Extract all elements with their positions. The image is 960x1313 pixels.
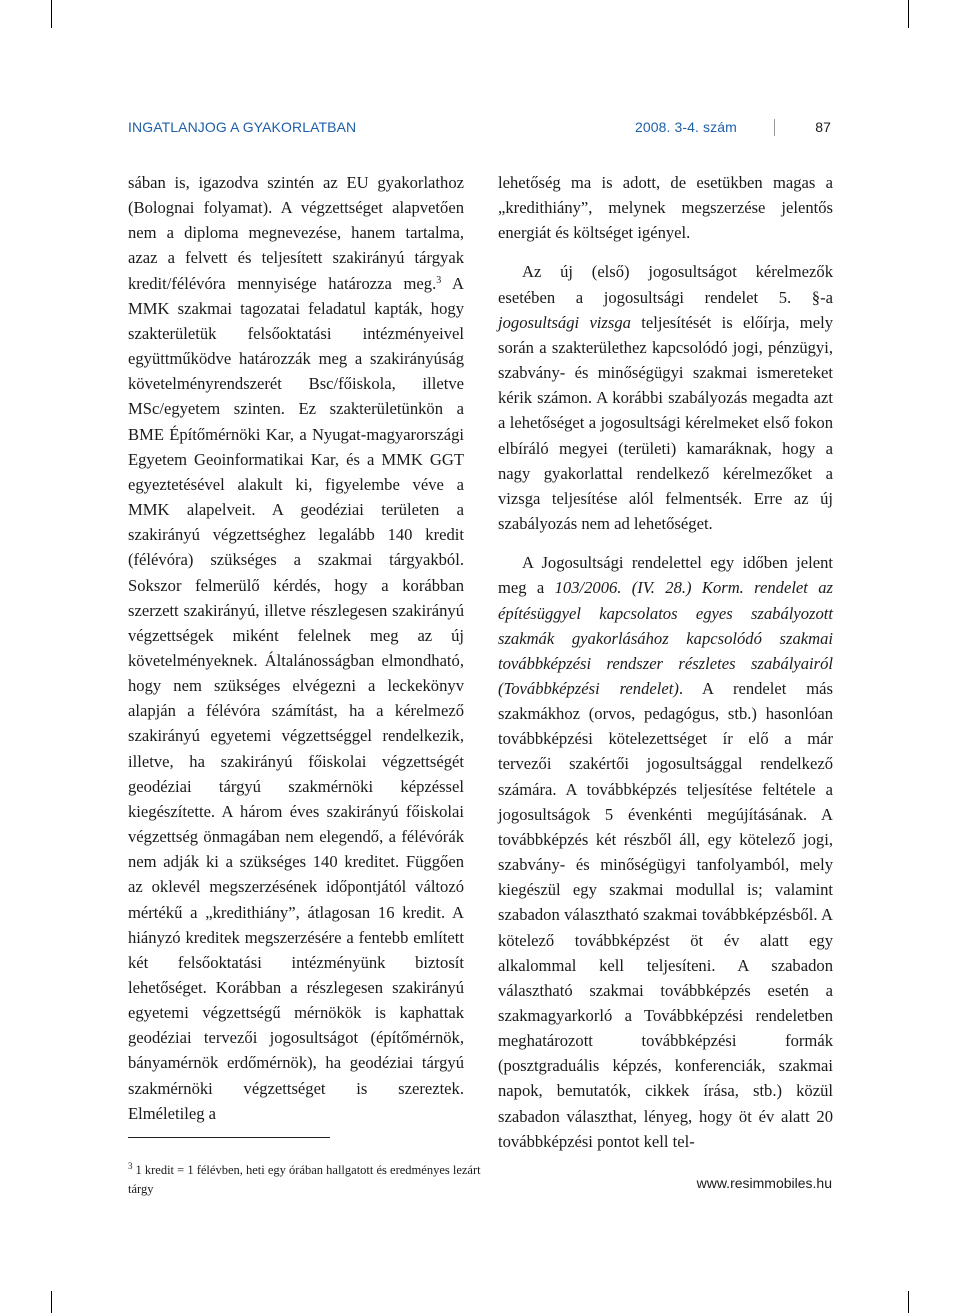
journal-title: INGATLANJOG A GYAKORLATBAN: [128, 119, 357, 135]
paragraph: A Jogosultsági rendelettel egy időben jelent meg a 103/2006. (IV. 28.) Korm. rendelet az építésüggyel kapcsolatos egyes szabályozott szakmák gyakorlásához kapcsolódó szakmai továbbképzési rendszer részletes szabályairól (Továbbképzési rendelet). A rendelet más szakmákhoz (orvos, pedagógus, stb.) hasonlóan továbbképzési kötelezettséget ír elő a már tervezői szakértői jogosultsággal rendelkező számára. A továbbképzés teljesítése feltétele a jogosultságok 5 évenkénti megújításának. A továbbképzés két részből áll, egy kötelező jogi, szabvány- és minőségügyi tanfolyamból, mely kiegészül egy szakmai modullal is; valamint szabadon választható szakmai továbbképzésből. A kötelező továbbképzést öt év alatt egy alkalommal kell teljesíteni. A szabadon választható szakmai továbbképzés esetén a szakmagyarkorló a Továbbképzési rendeletben meghatározott továbbképzési formák (posztgraduális képzés, konferenciák, szakmai napok, bemutatók, cikkek írása, stb.) közül szabadon választhat, lényeg, hogy öt év alatt 20 továbbképzési pontot kell tel-: [498, 553, 833, 1151]
left-column: [128, 170, 464, 1126]
footnote-marker: 3: [128, 1161, 133, 1171]
crop-mark: [908, 1291, 909, 1313]
crop-mark: [908, 0, 909, 28]
website-url: www.resimmobiles.hu: [696, 1175, 832, 1191]
running-header: [128, 117, 831, 139]
footnote: [128, 1157, 508, 1199]
paragraph: Az új (első) jogosultságot kérelmezők esetében a jogosultsági rendelet 5. §-a jogosultsági vizsga teljesítését is előírja, mely során a szakterülethez kapcsolódó jogi, pénzügyi, szabvány- és minőségügyi szakmai ismereteket kérik számon. A korábbi szabályozás megadta azt a lehetőséget a jogosultsági kérelmeket első fokon elbíráló megyei (területi) kamaráknak, hogy a nagy gyakorlattal rendelkező kérelmezőket a vizsga teljesítése alól felmentsék. Erre az új szabályozás nem ad lehetőséget.: [498, 262, 833, 534]
page-number: 87: [815, 119, 831, 135]
header-divider: [774, 119, 775, 136]
footnote-ref: 3: [436, 274, 442, 286]
footnote-text: 1 kredit = 1 félévben, heti egy órában hallgatott és eredményes lezárt tárgy: [128, 1163, 481, 1196]
footnote-rule: [128, 1137, 330, 1138]
crop-mark: [51, 1291, 52, 1313]
right-column: [498, 170, 833, 1154]
issue-label: 2008. 3-4. szám: [635, 119, 737, 135]
paragraph: lehetőség ma is adott, de esetükben magas a „kredithiány”, melynek megszerzése jelentős energiát és költséget igényel.: [498, 173, 833, 243]
paragraph: sában is, igazodva szintén az EU gyakorlathoz (Bolognai folyamat). A végzettséget alapvetően nem a diploma megnevezése, hanem tartalma, azaz a felvett és teljesített szakirányú tárgyak kredit/félévóra mennyisége határozza meg.$^3$ A MMK szakmai tagozatai feladatul kapták, hogy szakterületük felsőoktatási intézményeivel együttműködve határozzák meg a szakirányúság követelményrendszerét Bsc/főiskola, illetve MSc/egyetem szinten. Ez szakterületünkön a BME Építőmérnöki Kar, a Nyugat-magyarországi Egyetem Geoinformatikai Kar, és a MMK GGT egyeztetésével alakult ki, figyelembe véve a MMK alapelveit. A geodéziai területen a szakirányú végzettséghez legalább 140 kredit (félévóra) szükséges a szakmai tárgyakból. Sokszor felmerülő kérdés, hogy a korábban szerzett szakirányú, illetve részlegesen szakirányú végzettségek miként felelnek meg az új követelményeknek. Általánosságban elmondható, hogy nem szükséges elvégezni a leckekönyv alapján a félévóra számítást, ha a kérelmező szakirányú egyetemi végzettséggel rendelkezik, illetve, ha szakirányú főiskolai végzettségét geodéziai tárgyú szakmérnöki képzéssel kiegészítette. A három éves szakirányú főiskolai végzettség önmagában nem elegendő, a félévórák nem adják ki a szükséges 140 kreditet. Függően az oklevél megszerzésének időpontjától változó mértékű a „kredithiány”, átlagosan 16 kredit. A hiányzó kreditek megszerzésére a fentebb említett két felsőoktatási intézményünk biztosít lehetőséget. Korábban a részlegesen szakirányú egyetemi végzettségű mérnökök is kaphattak geodéziai tervezői jogosultságot (építőmérnök, bányamérnök erdőmérnök), ha geodéziai tárgyú szakmérnöki végzettséget is szereztek. Elméletileg a: [128, 173, 464, 1123]
crop-mark: [51, 0, 52, 28]
